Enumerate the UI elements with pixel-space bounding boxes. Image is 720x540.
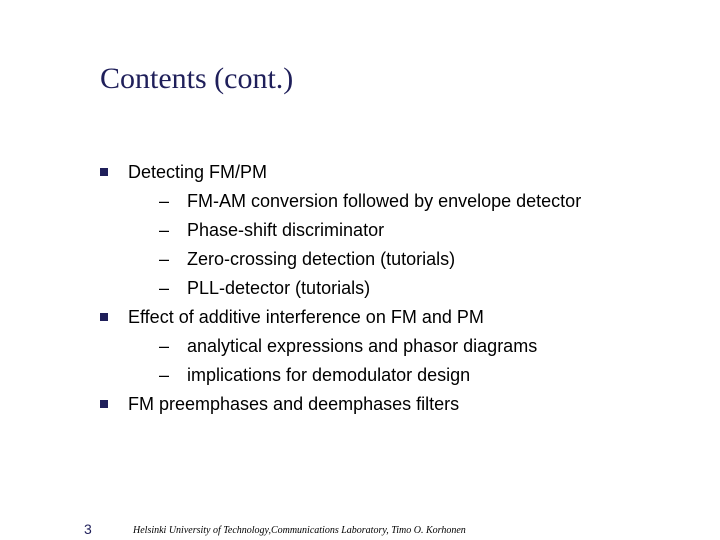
dash-bullet: – [159, 336, 170, 356]
list-item [0, 187, 720, 216]
sub-bullet-text: Zero-crossing detection (tutorials) [187, 249, 456, 269]
list-item [0, 245, 720, 274]
dash-bullet: – [159, 220, 170, 240]
list-item [0, 303, 720, 332]
list-item [0, 332, 720, 361]
dash-bullet: – [159, 365, 170, 385]
dash-bullet: – [159, 278, 170, 298]
slide-title: Contents (cont.) [100, 62, 294, 95]
footer-text: Helsinki University of Technology,Communications Laboratory, Timo O. Korhonen [133, 525, 466, 536]
square-bullet-icon [100, 313, 108, 321]
list-item [0, 274, 720, 303]
dash-bullet: – [159, 249, 170, 269]
sub-bullet-text: implications for demodulator design [187, 365, 471, 385]
list-item [0, 390, 720, 419]
bullet-text: Effect of additive interference on FM and PM [128, 307, 484, 327]
list-item [0, 216, 720, 245]
sub-bullet-text: analytical expressions and phasor diagrams [187, 336, 538, 356]
bullet-list [0, 158, 720, 419]
bullet-text: Detecting FM/PM [128, 162, 268, 182]
list-item [0, 158, 720, 187]
dash-bullet: – [159, 191, 170, 211]
square-bullet-icon [100, 168, 108, 176]
sub-bullet-text: Phase-shift discriminator [187, 220, 385, 240]
sub-bullet-text: FM-AM conversion followed by envelope detector [187, 191, 582, 211]
sub-bullet-text: PLL-detector (tutorials) [187, 278, 371, 298]
square-bullet-icon [100, 400, 108, 408]
bullet-text: FM preemphases and deemphases filters [128, 394, 460, 414]
slide-number: 3 [84, 521, 92, 537]
list-item [0, 361, 720, 390]
